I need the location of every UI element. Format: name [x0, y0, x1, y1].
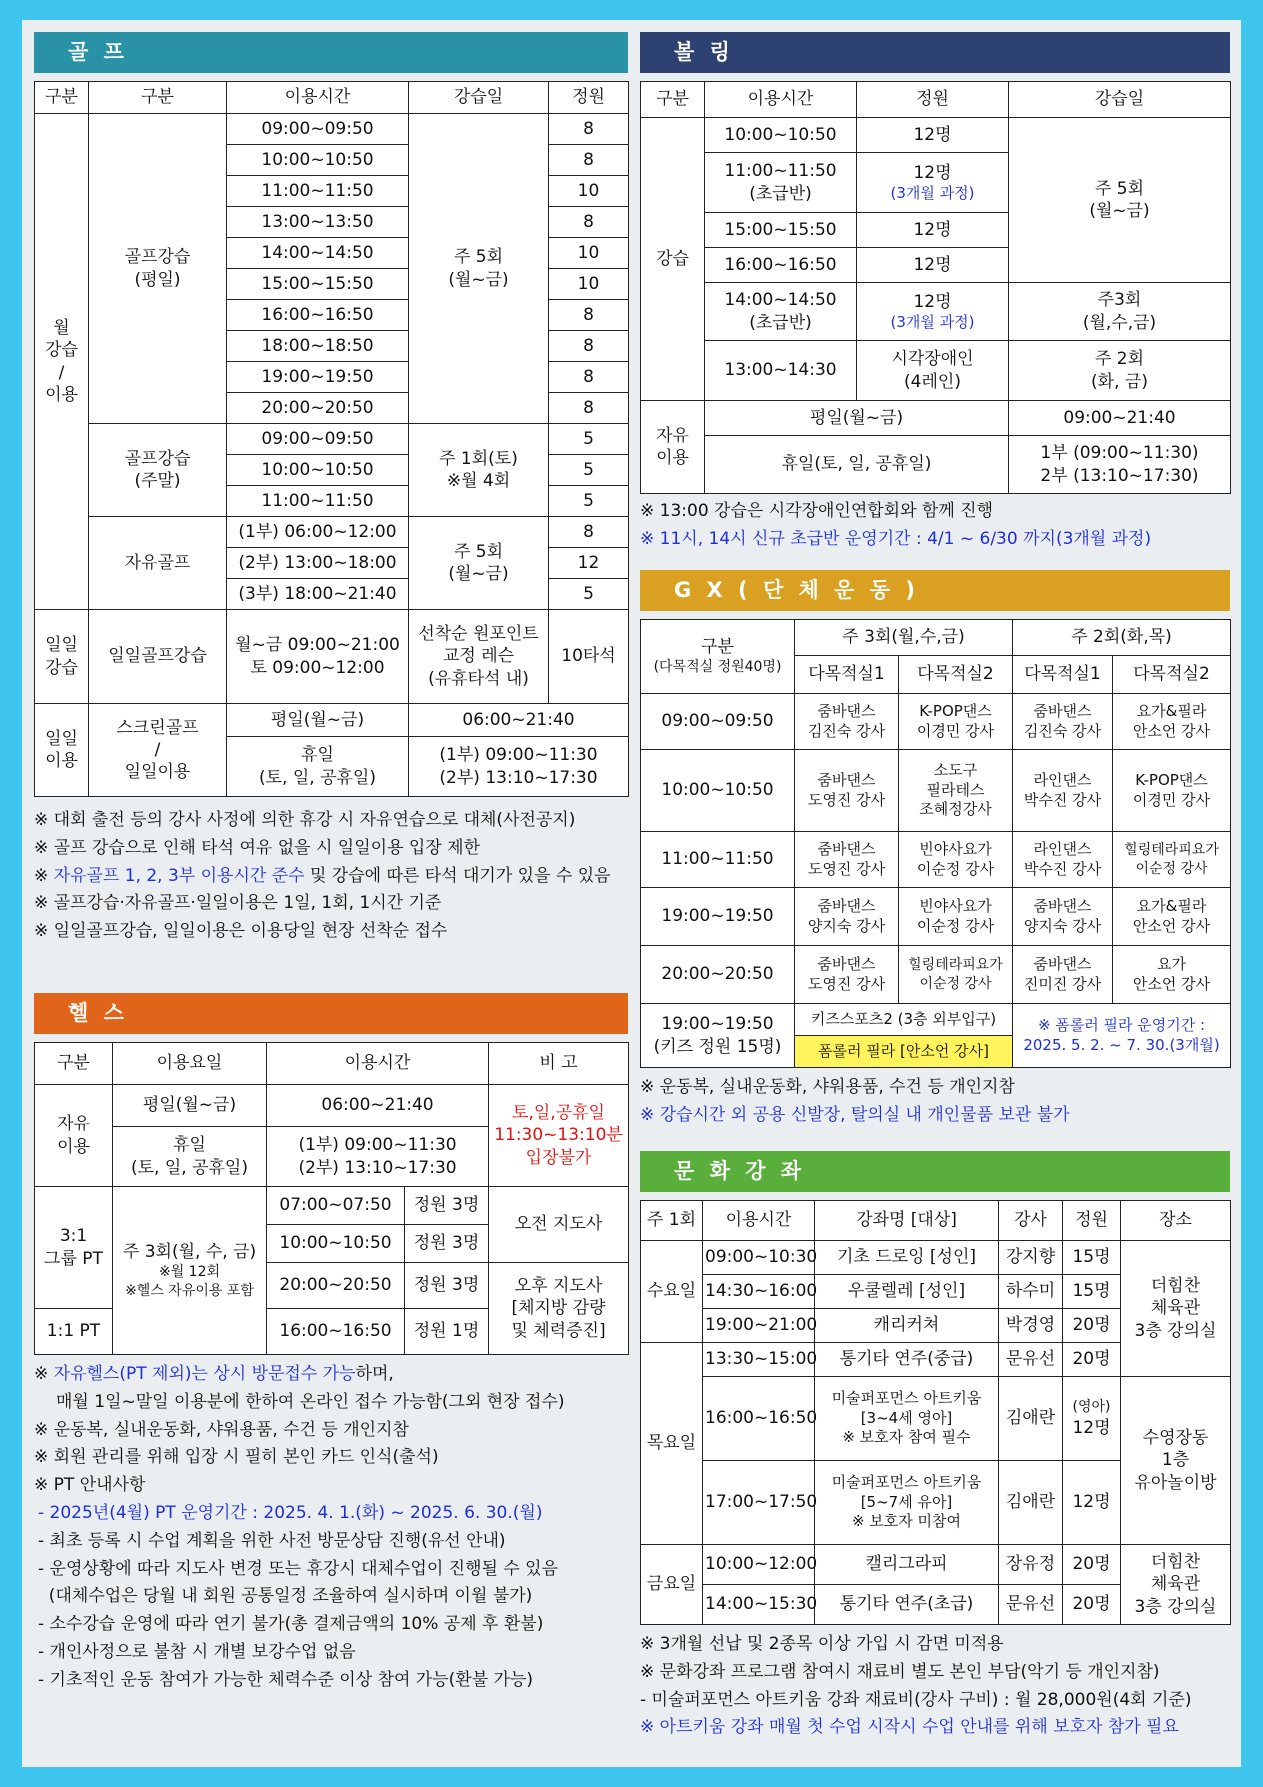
health-pt-pm: 오후 지도사 [체지방 감량 및 체력증진] — [489, 1263, 629, 1355]
health-pt-time: 16:00~16:50 — [267, 1309, 405, 1355]
health-pt-one: 1:1 PT — [35, 1309, 113, 1355]
golf-capacity: 8 — [549, 114, 629, 145]
gx-kids-note: ※ 폼롤러 필라 운영기간 : 2025. 5. 2. ~ 7. 30.(3개월) — [1013, 1004, 1231, 1068]
bowling-course: (3개월 과정) — [890, 312, 975, 331]
golf-time: 18:00~18:50 — [227, 331, 409, 362]
golf-capacity: 5 — [549, 455, 629, 486]
gx-class: 라인댄스 박수진 강사 — [1013, 832, 1113, 888]
bowling-time: 15:00~15:50 — [705, 213, 857, 248]
golf-weekday-schedule: 주 5회 (월~금) — [409, 114, 549, 424]
culture-cap: 12명 — [1072, 1417, 1111, 1438]
golf-daily-lesson-group: 일일 강습 — [35, 610, 89, 704]
health-pt-cap: 정원 1명 — [405, 1309, 489, 1355]
golf-section — [34, 32, 628, 948]
gx-room: 다목적실2 — [899, 656, 1013, 694]
health-pt-period: - 2025년(4월) PT 운영기간 : 2025. 4. 1.(화) ~ 2025. 6. 30.(월) — [38, 1502, 543, 1523]
health-header: 이용시간 — [267, 1043, 489, 1085]
gx-note: ※ 운동복, 실내운동화, 샤워용품, 수건 등 개인지참 — [640, 1077, 1015, 1097]
bowling-time: 16:00~16:50 — [705, 248, 857, 283]
golf-time: (3부) 18:00~21:40 — [227, 579, 409, 610]
culture-teacher: 강지향 — [999, 1241, 1063, 1275]
golf-time: 19:00~19:50 — [227, 362, 409, 393]
golf-header: 이용시간 — [227, 82, 409, 114]
golf-capacity: 12 — [549, 548, 629, 579]
bowling-notes — [640, 500, 1230, 552]
health-remark: 토,일,공휴일 11:30~13:10분 입장불가 — [489, 1085, 629, 1187]
bowling-cap-cell — [857, 153, 1009, 213]
culture-teacher: 장유정 — [999, 1545, 1063, 1585]
poster-sheet — [22, 20, 1241, 1767]
note-mark: ※ — [34, 865, 54, 886]
bowling-cap-cell — [857, 283, 1009, 341]
health-notes — [34, 1363, 628, 1693]
gx-section — [640, 570, 1230, 1132]
bowling-header: 이용시간 — [705, 82, 857, 118]
culture-time: 14:30~16:00 — [703, 1275, 815, 1309]
culture-course: 통기타 연주(중급) — [815, 1343, 999, 1377]
culture-table — [640, 1200, 1231, 1625]
golf-note-rest: 및 강습에 따른 타석 대기가 있을 수 있음 — [304, 865, 611, 886]
golf-daily-lesson-schedule: 선착순 원포인트 교정 레슨 (유휴타석 내) — [409, 610, 549, 704]
bowling-free-day: 평일(월~금) — [705, 401, 1009, 436]
bowling-free-day: 휴일(토, 일, 공휴일) — [705, 436, 1009, 494]
health-pt-time: 20:00~20:50 — [267, 1263, 405, 1309]
bowling-schedule: 주 2회 (화, 금) — [1009, 341, 1231, 401]
culture-note-blue: ※ 아트키움 강좌 매월 첫 수업 시작시 수업 안내를 위해 보호자 참가 필요 — [640, 1717, 1179, 1738]
golf-daily-use-group: 일일 이용 — [35, 704, 89, 797]
golf-note: ※ 일일골프강습, 일일이용은 이용당일 현장 선착순 접수 — [34, 921, 448, 942]
gx-class: 줌바댄스 김진숙 강사 — [1013, 694, 1113, 750]
culture-cap: 15명 — [1063, 1275, 1121, 1309]
culture-cap: 20명 — [1063, 1309, 1121, 1343]
bowling-cap: 12명 — [857, 248, 1009, 283]
golf-daily-use-label: 스크린골프 / 일일이용 — [89, 704, 227, 797]
golf-weekend-label: 골프강습 (주말) — [89, 424, 227, 517]
culture-day: 목요일 — [641, 1343, 703, 1545]
culture-title: 문 화 강 좌 — [640, 1151, 1230, 1192]
culture-infant: (영아) — [1072, 1399, 1111, 1416]
golf-capacity: 8 — [549, 145, 629, 176]
culture-course: 통기타 연주(초급) — [815, 1585, 999, 1625]
health-pt-days: 주 3회(월, 수, 금) — [122, 1242, 257, 1263]
gx-time: 09:00~09:50 — [641, 694, 795, 750]
gx-room: 다목적실2 — [1113, 656, 1231, 694]
health-pt-group: 3:1 그룹 PT — [35, 1187, 113, 1309]
culture-teacher: 김애란 — [999, 1377, 1063, 1461]
health-header: 비 고 — [489, 1043, 629, 1085]
culture-place: 수영장동 1층 유아놀이방 — [1121, 1377, 1231, 1545]
gx-room: 다목적실1 — [795, 656, 899, 694]
bowling-schedule: 주3회 (월,수,금) — [1009, 283, 1231, 341]
gx-kids-room: 키즈스포츠2 (3층 외부입구) — [795, 1004, 1013, 1036]
golf-weekday-label: 골프강습 (평일) — [89, 114, 227, 424]
gx-header-cat — [641, 620, 795, 694]
gx-time: 11:00~11:50 — [641, 832, 795, 888]
culture-teacher: 문유선 — [999, 1585, 1063, 1625]
culture-time: 09:00~10:30 — [703, 1241, 815, 1275]
golf-capacity: 5 — [549, 579, 629, 610]
health-title: 헬 스 — [34, 993, 628, 1034]
culture-course: 미술퍼포먼스 아트키움 [5~7세 유아] ※ 보호자 미참여 — [815, 1461, 999, 1545]
golf-capacity: 8 — [549, 331, 629, 362]
golf-header: 구분 — [89, 82, 227, 114]
culture-time: 14:00~15:30 — [703, 1585, 815, 1625]
gx-class: 줌바댄스 양지숙 강사 — [1013, 888, 1113, 946]
culture-course: 우쿨렐레 [성인] — [815, 1275, 999, 1309]
golf-daily-lesson-label: 일일골프강습 — [89, 610, 227, 704]
culture-time: 13:30~15:00 — [703, 1343, 815, 1377]
golf-time: (1부) 06:00~12:00 — [227, 517, 409, 548]
culture-header: 이용시간 — [703, 1201, 815, 1241]
bowling-free-time: 1부 (09:00~11:30) 2부 (13:10~17:30) — [1009, 436, 1231, 494]
golf-daily-use-time: (1부) 09:00~11:30 (2부) 13:10~17:30 — [409, 737, 629, 797]
golf-title: 골 프 — [34, 32, 628, 73]
culture-day: 수요일 — [641, 1241, 703, 1343]
culture-teacher: 하수미 — [999, 1275, 1063, 1309]
culture-note: ※ 3개월 선납 및 2종목 이상 가입 시 감면 미적용 — [640, 1634, 1004, 1654]
golf-time: 13:00~13:50 — [227, 207, 409, 238]
gx-header-cat-label: 구분 — [701, 637, 734, 658]
golf-daily-lesson-capacity: 10타석 — [549, 610, 629, 704]
golf-monthly-group: 월 강습 / 이용 — [35, 114, 89, 610]
bowling-table — [640, 81, 1231, 494]
gx-class: 빈야사요가 이순정 강사 — [899, 832, 1013, 888]
gx-kids-class: 폼롤러 필라 [안소언 강사] — [795, 1036, 1013, 1068]
gx-class: 요가&필라 안소언 강사 — [1113, 888, 1231, 946]
health-note: 매월 1일~말일 이용분에 한하여 온라인 접수 가능함(그외 현장 접수) — [56, 1391, 565, 1412]
culture-time: 10:00~12:00 — [703, 1545, 815, 1585]
golf-note-blue: 자유골프 1, 2, 3부 이용시간 준수 — [53, 865, 305, 886]
bowling-cap: 12명 — [913, 291, 952, 312]
health-table — [34, 1042, 629, 1355]
bowling-lesson-group: 강습 — [641, 118, 705, 401]
golf-daily-use-time: 06:00~21:40 — [409, 704, 629, 737]
health-pt-note: - 소수강습 운영에 따라 연기 불가(총 결제금액의 10% 공제 후 환불) — [38, 1614, 544, 1635]
golf-time: 16:00~16:50 — [227, 300, 409, 331]
gx-class: 요가&필라 안소언 강사 — [1113, 694, 1231, 750]
health-day: 휴일 (토, 일, 공휴일) — [113, 1127, 267, 1187]
culture-cap: 20명 — [1063, 1545, 1121, 1585]
health-pt-days-cell — [113, 1187, 267, 1355]
gx-class: 힐링테라피요가 이순정 강사 — [899, 946, 1013, 1004]
culture-cap: 20명 — [1063, 1343, 1121, 1377]
health-pt-time: 10:00~10:50 — [267, 1225, 405, 1263]
culture-teacher: 박경영 — [999, 1309, 1063, 1343]
health-note: ※ 운동복, 실내운동화, 샤워용품, 수건 등 개인지참 — [34, 1419, 409, 1440]
golf-free-label: 자유골프 — [89, 517, 227, 610]
golf-capacity: 8 — [549, 393, 629, 424]
golf-free-schedule: 주 5회 (월~금) — [409, 517, 549, 610]
culture-course: 캐리커쳐 — [815, 1309, 999, 1343]
gx-time: 10:00~10:50 — [641, 750, 795, 832]
golf-time: 09:00~09:50 — [227, 114, 409, 145]
gx-class: 빈야사요가 이순정 강사 — [899, 888, 1013, 946]
culture-teacher: 김애란 — [999, 1461, 1063, 1545]
culture-header: 장소 — [1121, 1201, 1231, 1241]
golf-capacity: 10 — [549, 269, 629, 300]
culture-header: 주 1회 — [641, 1201, 703, 1241]
culture-header: 강사 — [999, 1201, 1063, 1241]
bowling-time: 13:00~14:30 — [705, 341, 857, 401]
bowling-header: 정원 — [857, 82, 1009, 118]
health-pt-note: - 개인사정으로 불참 시 개별 보강수업 없음 — [38, 1641, 356, 1662]
bowling-free-time: 09:00~21:40 — [1009, 401, 1231, 436]
gx-title: G X ( 단 체 운 동 ) — [640, 570, 1230, 611]
culture-course: 캘리그라피 — [815, 1545, 999, 1585]
bowling-cap: 12명 — [857, 213, 1009, 248]
golf-time: (2부) 13:00~18:00 — [227, 548, 409, 579]
golf-capacity: 5 — [549, 424, 629, 455]
golf-capacity: 10 — [549, 176, 629, 207]
culture-time: 19:00~21:00 — [703, 1309, 815, 1343]
health-note: ※ PT 안내사항 — [34, 1475, 146, 1496]
gx-class: 요가 안소언 강사 — [1113, 946, 1231, 1004]
health-pt-note: - 기초적인 운동 참여가 가능한 체력수준 이상 참여 가능(환불 가능) — [38, 1669, 534, 1690]
golf-capacity: 10 — [549, 238, 629, 269]
golf-daily-lesson-time: 월~금 09:00~21:00 토 09:00~12:00 — [227, 610, 409, 704]
gx-class: K-POP댄스 이경민 강사 — [1113, 750, 1231, 832]
culture-section — [640, 1151, 1230, 1744]
gx-header: 주 3회(월,수,금) — [795, 620, 1013, 656]
health-header: 구분 — [35, 1043, 113, 1085]
bowling-note-blue: ※ 11시, 14시 신규 초급반 운영기간 : 4/1 ~ 6/30 까지(3개월 과정) — [640, 528, 1152, 549]
gx-class: 힐링테라피요가 이순정 강사 — [1113, 832, 1231, 888]
golf-capacity: 5 — [549, 486, 629, 517]
health-header: 이용요일 — [113, 1043, 267, 1085]
culture-time: 16:00~16:50 — [703, 1377, 815, 1461]
culture-header: 강좌명 [대상] — [815, 1201, 999, 1241]
culture-place: 더힘찬 체육관 3층 강의실 — [1121, 1241, 1231, 1377]
culture-note: - 미술퍼포먼스 아트키움 강좌 재료비(강사 구비) : 월 28,000원(4회 기준) — [640, 1689, 1192, 1710]
culture-notes — [640, 1633, 1230, 1740]
bowling-course: (3개월 과정) — [890, 183, 975, 202]
golf-header: 강습일 — [409, 82, 549, 114]
golf-time: 11:00~11:50 — [227, 486, 409, 517]
golf-note-mixed — [34, 865, 628, 889]
health-free-label: 자유 이용 — [35, 1085, 113, 1187]
bowling-cap: 시각장애인 (4레인) — [857, 341, 1009, 401]
golf-time: 09:00~09:50 — [227, 424, 409, 455]
golf-capacity: 8 — [549, 207, 629, 238]
bowling-header: 구분 — [641, 82, 705, 118]
golf-capacity: 8 — [549, 517, 629, 548]
health-day: 평일(월~금) — [113, 1085, 267, 1127]
bowling-note: ※ 13:00 강습은 시각장애인연합회와 함께 진행 — [640, 501, 994, 521]
golf-time: 11:00~11:50 — [227, 176, 409, 207]
gx-kids-time: 19:00~19:50 (키즈 정원 15명) — [641, 1004, 795, 1068]
gx-header-cat-sub: (다목적실 정원40명) — [653, 659, 782, 676]
health-pt-am: 오전 지도사 — [489, 1187, 629, 1263]
golf-capacity: 8 — [549, 300, 629, 331]
bowling-schedule: 주 5회 (월~금) — [1009, 118, 1231, 283]
culture-cap: 20명 — [1063, 1585, 1121, 1625]
note-mark: ※ — [34, 1364, 54, 1384]
culture-course: 기초 드로잉 [성인] — [815, 1241, 999, 1275]
bowling-time: 14:00~14:50 (초급반) — [705, 283, 857, 341]
golf-time: 14:00~14:50 — [227, 238, 409, 269]
culture-day: 금요일 — [641, 1545, 703, 1625]
gx-class: K-POP댄스 이경민 강사 — [899, 694, 1013, 750]
gx-class: 줌바댄스 김진숙 강사 — [795, 694, 899, 750]
golf-time: 10:00~10:50 — [227, 145, 409, 176]
bowling-section — [640, 32, 1230, 556]
gx-class: 소도구 필라테스 조혜정강사 — [899, 750, 1013, 832]
culture-note: ※ 문화강좌 프로그램 참여시 재료비 별도 본인 부담(악기 등 개인지참) — [640, 1661, 1160, 1682]
gx-room: 다목적실1 — [1013, 656, 1113, 694]
health-note-blue: 자유헬스(PT 제외)는 상시 방문접수 가능 — [53, 1364, 356, 1384]
health-pt-cap: 정원 3명 — [405, 1225, 489, 1263]
golf-header: 정원 — [549, 82, 629, 114]
golf-time: 10:00~10:50 — [227, 455, 409, 486]
gx-class: 줌바댄스 양지숙 강사 — [795, 888, 899, 946]
golf-capacity: 8 — [549, 362, 629, 393]
health-pt-days-note: ※월 12회 ※헬스 자유이용 포함 — [125, 1264, 254, 1299]
golf-time: 20:00~20:50 — [227, 393, 409, 424]
golf-table — [34, 81, 629, 797]
bowling-cap: 12명 — [913, 162, 952, 183]
bowling-free-group: 자유 이용 — [641, 401, 705, 494]
culture-cap-cell — [1063, 1377, 1121, 1461]
golf-note: ※ 골프 강습으로 인해 타석 여유 없을 시 일일이용 입장 제한 — [34, 837, 480, 858]
culture-time: 17:00~17:50 — [703, 1461, 815, 1545]
golf-header: 구분 — [35, 82, 89, 114]
gx-class: 라인댄스 박수진 강사 — [1013, 750, 1113, 832]
bowling-time: 10:00~10:50 — [705, 118, 857, 153]
golf-note: ※ 대회 출전 등의 강사 사정에 의한 휴강 시 자유연습으로 대체(사전공지) — [34, 810, 576, 830]
health-time: 06:00~21:40 — [267, 1085, 489, 1127]
gx-notes — [640, 1076, 1230, 1128]
golf-time: 15:00~15:50 — [227, 269, 409, 300]
bowling-header: 강습일 — [1009, 82, 1231, 118]
health-pt-cap: 정원 3명 — [405, 1187, 489, 1225]
bowling-time: 11:00~11:50 (초급반) — [705, 153, 857, 213]
health-note-rest: 하며, — [355, 1364, 394, 1384]
gx-class: 줌바댄스 도영진 강사 — [795, 832, 899, 888]
health-pt-cap: 정원 3명 — [405, 1263, 489, 1309]
health-note: ※ 회원 관리를 위해 입장 시 필히 본인 카드 인식(출석) — [34, 1447, 439, 1468]
gx-class: 줌바댄스 도영진 강사 — [795, 946, 899, 1004]
bowling-cap: 12명 — [857, 118, 1009, 153]
gx-note-blue: ※ 강습시간 외 공용 신발장, 탈의실 내 개인물품 보관 불가 — [640, 1104, 1070, 1125]
health-pt-note: - 운영상황에 따라 지도사 변경 또는 휴강시 대체수업이 진행될 수 있음 — [38, 1558, 558, 1579]
health-pt-note: (대체수업은 당월 내 회원 공통일정 조율하여 실시하며 이월 불가) — [38, 1586, 533, 1607]
golf-daily-use-day: 평일(월~금) — [227, 704, 409, 737]
gx-header: 주 2회(화,목) — [1013, 620, 1231, 656]
culture-course: 미술퍼포먼스 아트키움 [3~4세 영아] ※ 보호자 참여 필수 — [815, 1377, 999, 1461]
gx-table — [640, 619, 1231, 1068]
golf-weekend-schedule: 주 1회(토) ※월 4회 — [409, 424, 549, 517]
culture-cap: 12명 — [1063, 1461, 1121, 1545]
health-note-mixed — [34, 1363, 628, 1387]
gx-class: 줌바댄스 진미진 강사 — [1013, 946, 1113, 1004]
gx-class: 줌바댄스 도영진 강사 — [795, 750, 899, 832]
gx-time: 19:00~19:50 — [641, 888, 795, 946]
culture-place: 더힘찬 체육관 3층 강의실 — [1121, 1545, 1231, 1625]
golf-notes — [34, 809, 628, 944]
culture-teacher: 문유선 — [999, 1343, 1063, 1377]
gx-time: 20:00~20:50 — [641, 946, 795, 1004]
health-section — [34, 993, 628, 1697]
culture-header: 정원 — [1063, 1201, 1121, 1241]
golf-daily-use-day: 휴일 (토, 일, 공휴일) — [227, 737, 409, 797]
health-time: (1부) 09:00~11:30 (2부) 13:10~17:30 — [267, 1127, 489, 1187]
bowling-title: 볼 링 — [640, 32, 1230, 73]
health-pt-time: 07:00~07:50 — [267, 1187, 405, 1225]
culture-cap: 15명 — [1063, 1241, 1121, 1275]
health-pt-note: - 최초 등록 시 수업 계획을 위한 사전 방문상담 진행(유선 안내) — [38, 1530, 506, 1551]
golf-note: ※ 골프강습·자유골프·일일이용은 1일, 1회, 1시간 기준 — [34, 893, 442, 914]
